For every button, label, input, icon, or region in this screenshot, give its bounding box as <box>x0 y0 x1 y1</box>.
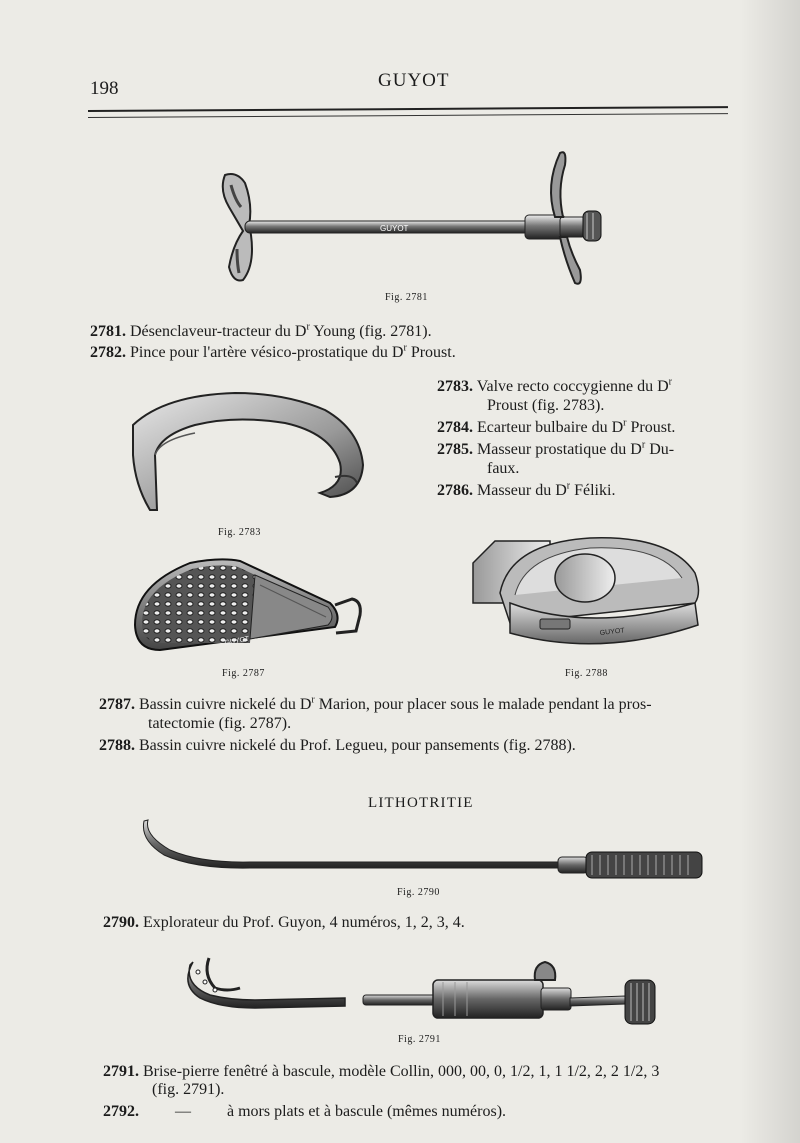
entry-2782: 2782. Pince pour l'artère vésico-prostatique du $D^r$ Proust. <box>90 342 456 361</box>
illustration-2790-explorer <box>140 815 710 885</box>
entry-2791: 2791. Brise-pierre fenêtré à bascule, modèle Collin, 000, 00, 0, 1/2, 1, 1 1/2, 2, 2 1/2, 3 <box>103 1063 660 1080</box>
entry-2784: 2784. Ecarteur bulbaire du $D^r$ Proust. <box>437 417 676 436</box>
caption-fig-2788: Fig. 2788 <box>565 668 608 679</box>
entry-2788: 2788. Bassin cuivre nickelé du Prof. Legueu, pour pansements (fig. 2788). <box>99 737 576 754</box>
entry-2783-cont: Proust (fig. 2783). <box>487 397 605 414</box>
entry-number: 2784. <box>437 419 473 436</box>
illustration-2781-tractor <box>215 145 615 295</box>
engraving-guyot-2787: GUYOT <box>224 635 250 647</box>
page-number: 198 <box>90 78 119 99</box>
caption-fig-2781: Fig. 2781 <box>385 292 428 303</box>
entry-number: 2781. <box>90 323 126 340</box>
engraving-guyot-2788: GUYOT <box>599 627 625 637</box>
caption-fig-2790: Fig. 2790 <box>397 887 440 898</box>
illustration-2787-basin <box>130 555 365 665</box>
entry-2786: 2786. Masseur du $D^r$ Féliki. <box>437 480 616 499</box>
entry-2783: 2783. Valve recto coccygienne du $D^r$ <box>437 376 672 395</box>
engraving-guyot-2781: GUYOT <box>380 224 409 233</box>
entry-2787: 2787. Bassin cuivre nickelé du $D^r$ Marion, pour placer sous le malade pendant la pros- <box>99 694 652 713</box>
entry-2791-cont: (fig. 2791). <box>152 1081 225 1098</box>
entry-number: 2792. <box>103 1103 139 1120</box>
caption-fig-2791: Fig. 2791 <box>398 1034 441 1045</box>
header-rule <box>88 106 728 112</box>
entry-number: 2782. <box>90 344 126 361</box>
page-edge-shadow <box>740 0 800 1143</box>
entry-number: 2790. <box>103 914 139 931</box>
header-rule-thin <box>88 113 728 118</box>
entry-2790: 2790. Explorateur du Prof. Guyon, 4 numéros, 1, 2, 3, 4. <box>103 914 465 931</box>
ditto-dash: — <box>175 1103 191 1120</box>
illustration-2791-lithotrite <box>185 950 670 1030</box>
entry-number: 2791. <box>103 1063 139 1080</box>
entry-number: 2787. <box>99 696 135 713</box>
entry-number: 2783. <box>437 378 473 395</box>
entry-2787-cont: tatectomie (fig. 2787). <box>148 715 292 732</box>
section-heading-lithotritie: LITHOTRITIE <box>368 795 474 811</box>
entry-2785: 2785. Masseur prostatique du $D^r$ Du- <box>437 439 675 458</box>
running-head: GUYOT <box>378 70 450 91</box>
entry-number: 2786. <box>437 482 473 499</box>
entry-2785-cont: faux. <box>487 460 520 477</box>
entry-2781: 2781. Désenclaveur-tracteur du $D^r$ Young (fig. 2781). <box>90 321 432 340</box>
caption-fig-2787: Fig. 2787 <box>222 668 265 679</box>
entry-number: 2788. <box>99 737 135 754</box>
illustration-2783-valve <box>125 385 370 515</box>
caption-fig-2783: Fig. 2783 <box>218 527 261 538</box>
entry-2792: 2792. — à mors plats et à bascule (mêmes numéros). <box>103 1103 507 1120</box>
illustration-2788-basin <box>470 533 705 658</box>
entry-number: 2785. <box>437 441 473 458</box>
